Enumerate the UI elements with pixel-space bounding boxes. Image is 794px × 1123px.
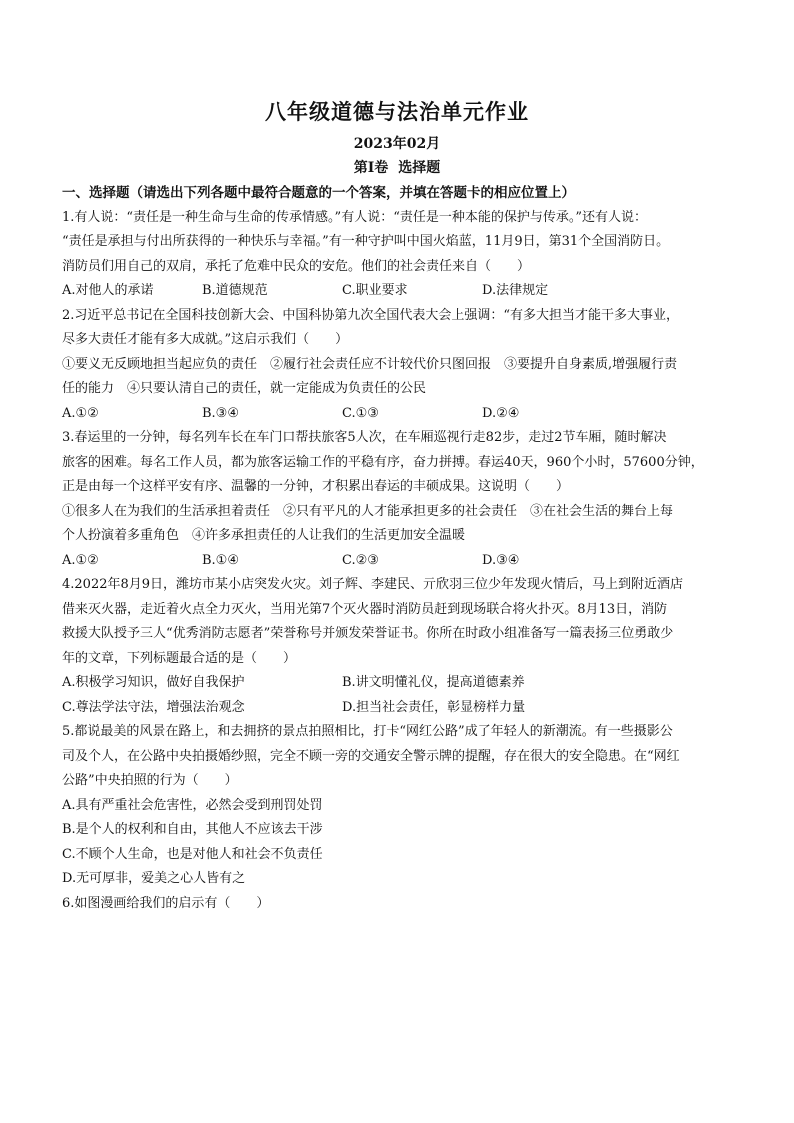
- question-6: [62, 892, 778, 917]
- options-row: [62, 696, 778, 721]
- option-a: A.①②: [62, 552, 99, 568]
- question-1: [62, 206, 778, 304]
- option-b: B.道德规范: [202, 283, 268, 298]
- question-2: [62, 304, 778, 427]
- question-line: 4.2022年8月9日，潍坊市某小店突发火灾。刘子辉、李建民、亓欣羽三位少年发现火情后，马上到附近酒店: [62, 577, 684, 592]
- question-line: 2.习近平总书记在全国科技创新大会、中国科协第九次全国代表大会上强调：“有多大担当才能干多大事业，: [62, 307, 680, 323]
- question-line: “责任是承担与付出所获得的一种快乐与幸福。”有一种守护叫中国火焰蓝，11月9日，第31个全国消防日。: [62, 234, 670, 249]
- document-title: 八年级道德与法治单元作业: [265, 99, 529, 124]
- option-b: B.是个人的权利和自由，其他人不应该去干涉: [62, 822, 323, 837]
- section-heading: 一、选择题（请选出下列各题中最符合题意的一个答案，并填在答题卡的相应位置上）: [62, 185, 575, 201]
- question-line: 5.都说最美的风景在路上，和去拥挤的景点拍照相比，打卡“网红公路”成了年轻人的新潮流。有一些摄影公: [62, 724, 673, 739]
- option-c: C.不顾个人生命，也是对他人和社会不负责任: [62, 846, 323, 862]
- option-a: A.积极学习知识，做好自我保护: [62, 675, 245, 690]
- option-c: C.②③: [342, 552, 379, 568]
- question-line: 尽多大责任才能有多大成就。”这启示我们（ ）: [62, 332, 349, 347]
- question-line: 6.如图漫画给我们的启示有（ ）: [62, 895, 270, 911]
- question-line: ①很多人在为我们的生活承担着责任 ②只有平凡的人才能承担更多的社会责任 ③在社会生活的舞台上每: [62, 503, 674, 519]
- option-d: D.无可厚非，爱美之心人皆有之: [62, 871, 246, 886]
- option-d: D.②④: [482, 405, 520, 421]
- question-line: 年的文章，下列标题最合适的是（ ）: [62, 650, 297, 666]
- question-line: 消防员们用自己的双肩，承托了危难中民众的安危。他们的社会责任来自（ ）: [62, 258, 531, 274]
- option-a: A.①②: [62, 405, 99, 421]
- part-heading: [0, 157, 794, 177]
- question-line: 司及个人，在公路中央拍摄婚纱照，完全不顾一旁的交通安全警示牌的提醒，存在很大的安全隐患。在“网红: [62, 748, 680, 764]
- question-line: 公路”中央拍照的行为（ ）: [62, 773, 238, 788]
- question-line: 救援大队授予三人“优秀消防志愿者”荣誉称号并颁发荣誉证书。你所在时政小组准备写一篇表扬三位勇敢少: [62, 626, 674, 641]
- question-line: ①要义无反顾地担当起应负的责任 ②履行社会责任应不计较代价只图回报 ③要提升自身素质,增强履行责: [62, 356, 678, 372]
- option-b: B.③④: [202, 405, 239, 421]
- document-date: 2023年02月: [353, 136, 441, 152]
- option-b: B.讲文明懂礼仪，提高道德素养: [342, 675, 525, 690]
- option-a: A.具有严重社会危害性，必然会受到刑罚处罚: [62, 797, 323, 813]
- option-c: C.职业要求: [342, 283, 408, 298]
- question-4: [62, 573, 778, 720]
- question-line: 正是由每一个这样平安有序、温馨的一分钟，才积累出春运的丰硕成果。这说明（ ）: [62, 479, 570, 494]
- question-line: 1.有人说：“责任是一种生命与生命的传承情感。”有人说：“责任是一种本能的保护与传承。”还有人说：: [62, 209, 647, 225]
- question-5: [62, 720, 778, 892]
- question-line: 任的能力 ④只要认清自己的责任，就一定能成为负责任的公民: [62, 381, 427, 396]
- options-row: [62, 549, 778, 574]
- question-line: 个人扮演着多重角色 ④许多承担责任的人让我们的生活更加安全温暖: [62, 528, 466, 543]
- option-d: D.③④: [482, 552, 520, 568]
- option-d: D.担当社会责任，彰显榜样力量: [342, 699, 526, 715]
- question-line: 旅客的困难。每名工作人员，都为旅客运输工作的平稳有序，奋力拼搏。春运40天，960个小时，57600分钟，: [62, 454, 704, 470]
- options-row: [62, 402, 778, 427]
- option-b: B.①④: [202, 552, 239, 568]
- option-c: C.①③: [342, 405, 379, 421]
- question-line: 借来灭火器，走近着火点全力灭火，当用光第7个灭火器时消防员赶到现场联合将火扑灭。8月13日，消防: [62, 601, 668, 617]
- question-3: [62, 426, 778, 573]
- option-a: A.对他人的承诺: [62, 283, 154, 298]
- option-c: C.尊法学法守法，增强法治观念: [62, 699, 245, 715]
- options-row: [62, 671, 778, 696]
- options-row: [62, 279, 778, 304]
- part-name: 选择题: [398, 160, 441, 176]
- part-label: 第Ⅰ卷: [353, 160, 389, 176]
- option-d: D.法律规定: [482, 283, 549, 298]
- question-line: 3.春运里的一分钟，每名列车长在车门口帮扶旅客5人次，在车厢巡视行走82步，走过2节车厢，随时解决: [62, 430, 667, 445]
- question-content: [62, 181, 778, 916]
